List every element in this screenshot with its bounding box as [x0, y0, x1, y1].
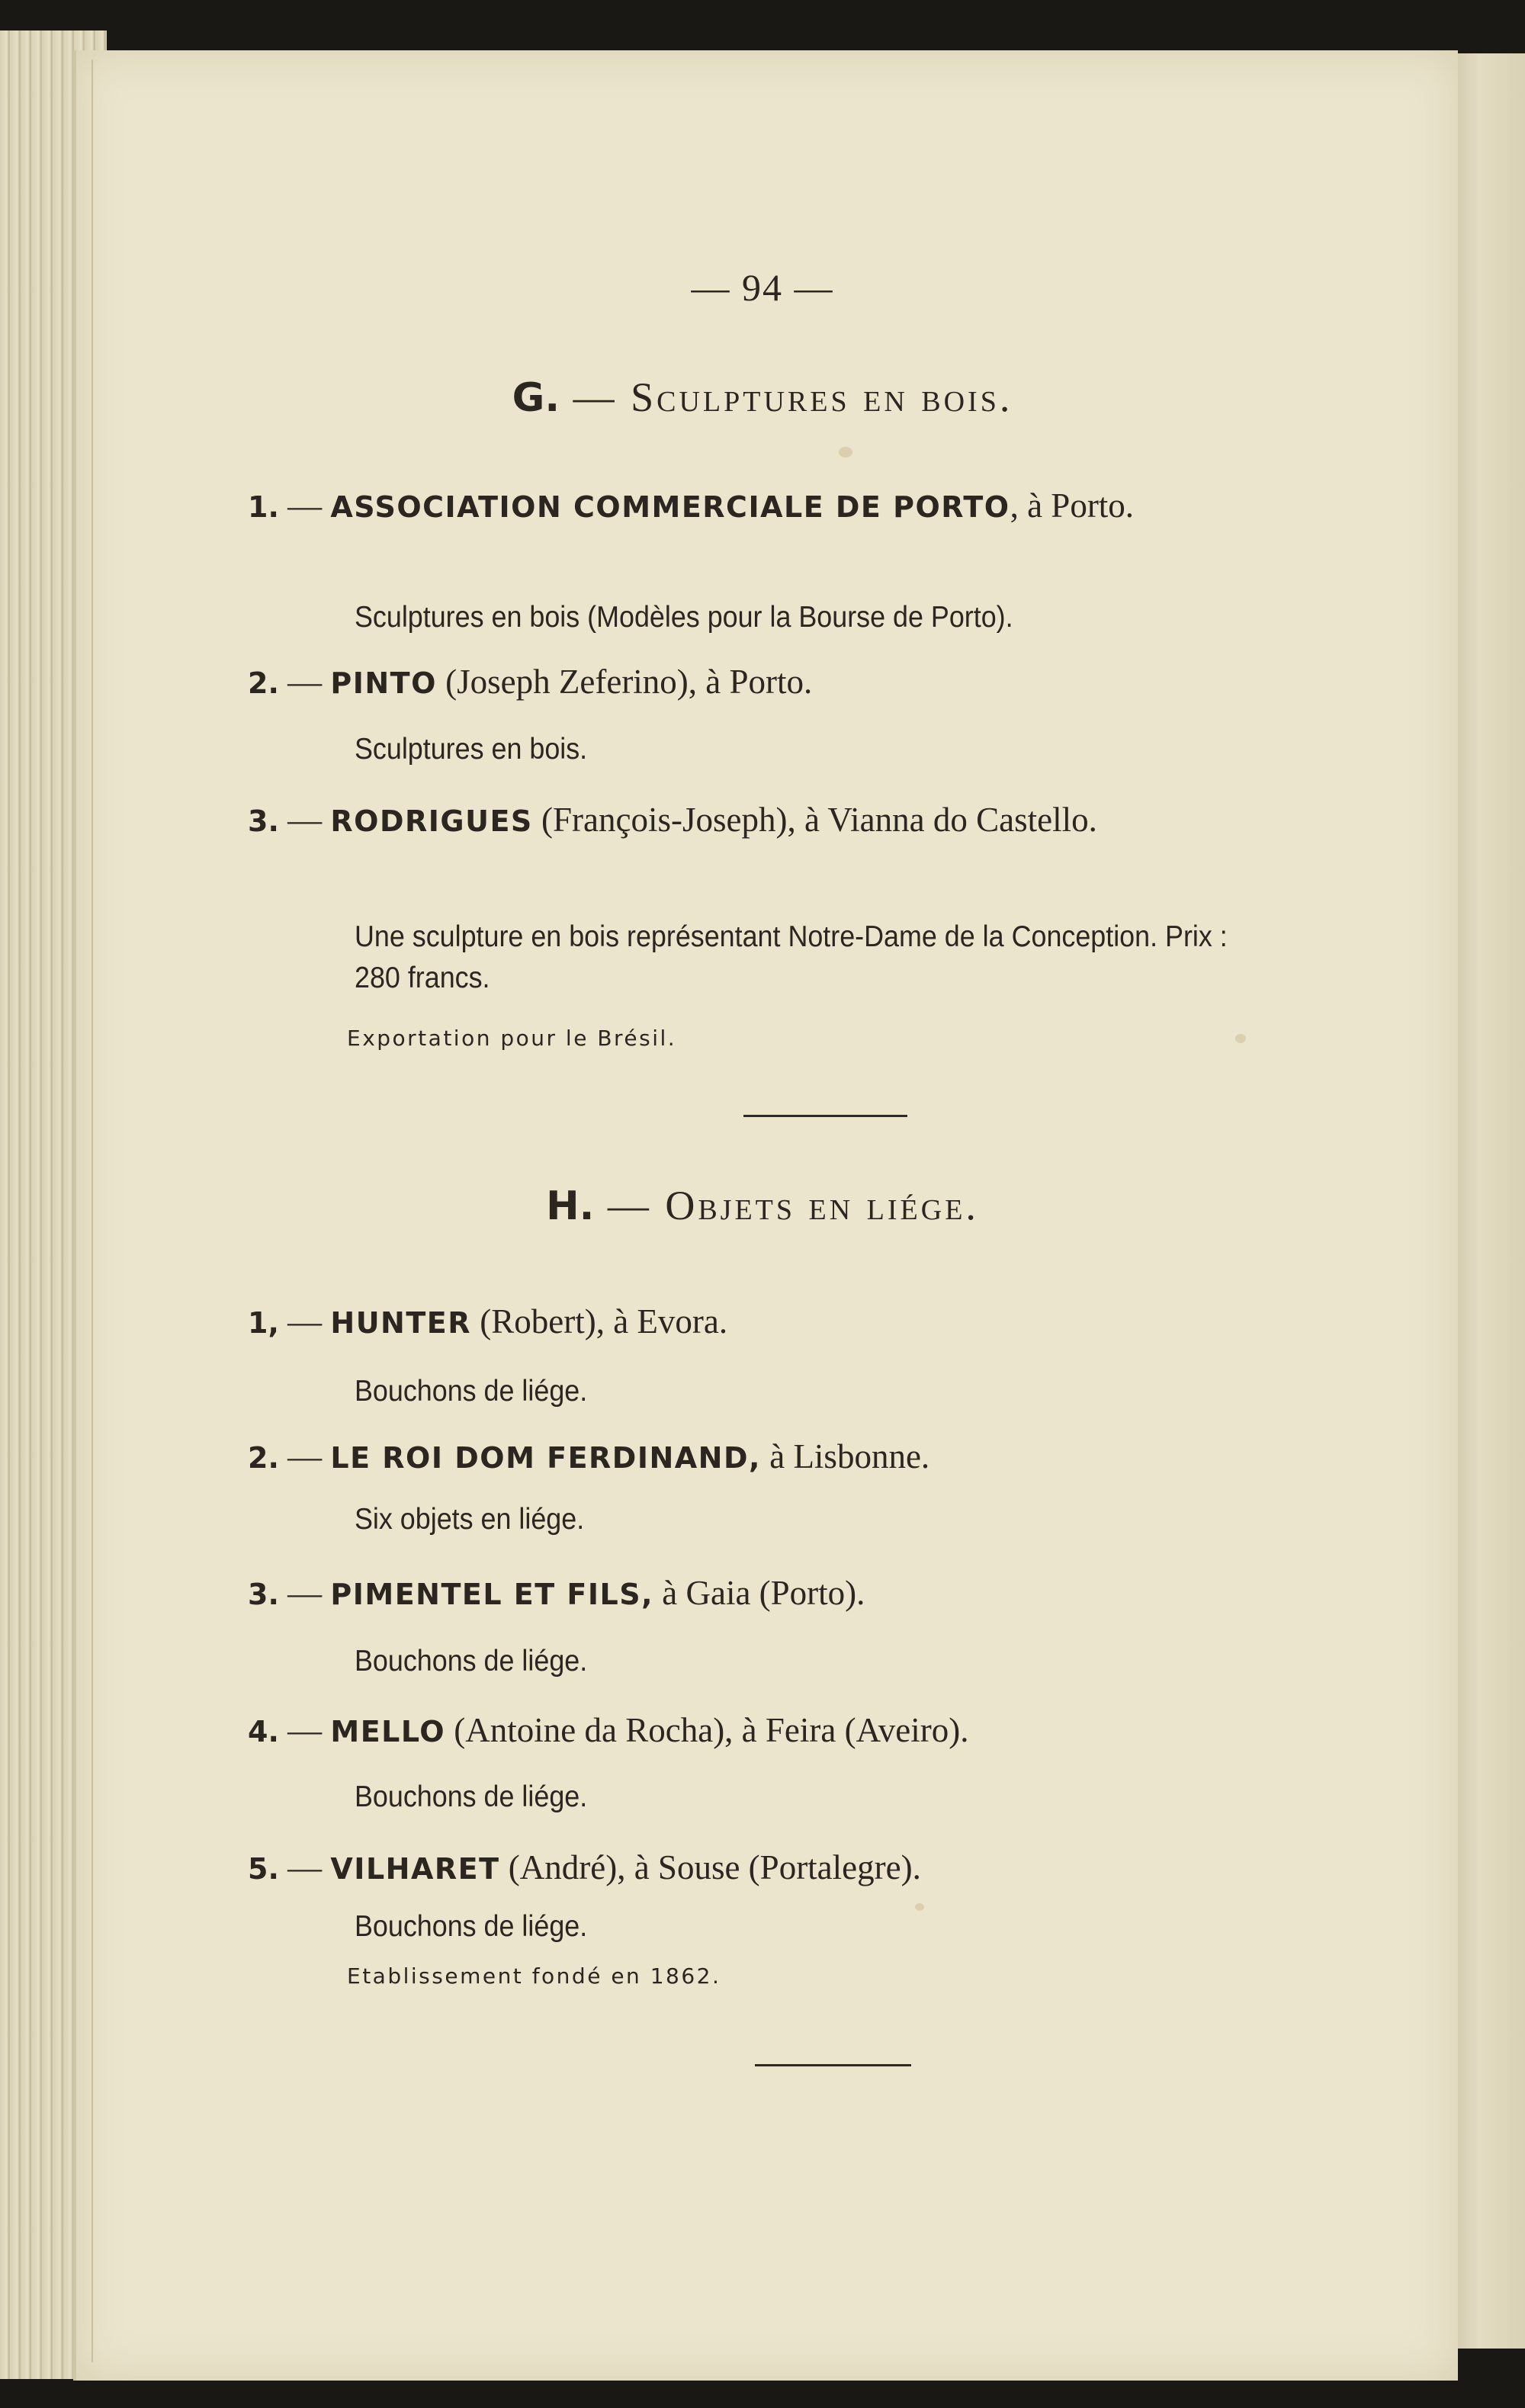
entry-g-1 [248, 482, 1487, 531]
entry-description: Bouchons de liége. [355, 1645, 588, 1678]
exhibitor-name: VILHARET [330, 1852, 500, 1886]
entry-dash: — [287, 1848, 323, 1886]
entry-dash: — [287, 801, 323, 839]
entry-h-1 [248, 1298, 1487, 1347]
section-heading: — Sculptures en bois. [573, 374, 1013, 420]
exhibitor-name: MELLO [330, 1715, 446, 1748]
entry-description: Bouchons de liége. [355, 1910, 588, 1943]
entry-description: Sculptures en bois (Modèles pour la Bourse de Porto). [355, 601, 1013, 634]
entry-g-3 [248, 796, 1487, 845]
foxing-spot [839, 447, 852, 458]
entry-h-3 [248, 1569, 1487, 1618]
entry-description: Sculptures en bois. [355, 733, 588, 766]
entry-description: Bouchons de liége. [355, 1780, 588, 1813]
entry-dash: — [287, 1437, 323, 1475]
entry-note: Etablissement fondé en 1862. [347, 1963, 721, 1989]
entry-h-5 [248, 1844, 1487, 1893]
entry-dash: — [287, 486, 323, 525]
exhibitor-location: (Antoine da Rocha), à Feira (Aveiro). [445, 1711, 969, 1749]
exhibitor-name: LE ROI DOM FERDINAND, [330, 1441, 761, 1475]
entry-description: Six objets en liége. [355, 1503, 585, 1536]
page-end-divider [755, 2064, 911, 2066]
exhibitor-name: ASSOCIATION COMMERCIALE DE PORTO [330, 490, 1010, 524]
section-divider [743, 1115, 907, 1117]
section-heading: — Objets en liége. [607, 1183, 979, 1228]
section-letter: H. [546, 1183, 595, 1229]
entry-number: 4. [248, 1715, 279, 1748]
entry-number: 1. [248, 490, 279, 524]
section-letter: G. [512, 375, 560, 421]
entry-dash: — [287, 663, 323, 701]
entry-number: 5. [248, 1852, 279, 1886]
exhibitor-name: PIMENTEL ET FILS, [330, 1578, 653, 1611]
entry-number: 2. [248, 1441, 279, 1475]
exhibitor-location: (François-Joseph), à Vianna do Castello. [532, 801, 1097, 839]
exhibitor-location: , à Porto. [1010, 486, 1135, 525]
exhibitor-location: (Joseph Zeferino), à Porto. [436, 663, 813, 701]
entry-description: Une sculpture en bois représentant Notre-Dame de la Conception. Prix : 280 francs. [355, 920, 1228, 994]
entry-number: 3. [248, 804, 279, 838]
entry-dash: — [287, 1711, 323, 1749]
exhibitor-location: à Lisbonne. [760, 1437, 930, 1475]
section-title-g [0, 374, 1525, 421]
entry-dash: — [287, 1574, 323, 1612]
exhibitor-name: HUNTER [330, 1306, 471, 1340]
entry-dash: — [287, 1302, 323, 1340]
exhibitor-name: PINTO [330, 666, 437, 700]
exhibitor-location: à Gaia (Porto). [653, 1574, 865, 1612]
entry-note: Exportation pour le Brésil. [347, 1026, 677, 1051]
exhibitor-name: RODRIGUES [330, 804, 533, 838]
entry-description: Bouchons de liége. [355, 1375, 588, 1408]
entry-h-4 [248, 1706, 1487, 1755]
exhibitor-location: (André), à Souse (Portalegre). [499, 1848, 921, 1886]
entry-g-2 [248, 658, 1487, 707]
entry-h-2 [248, 1433, 1487, 1482]
section-title-h [0, 1182, 1525, 1229]
entry-number: 1, [248, 1306, 279, 1340]
entry-number: 2. [248, 666, 279, 700]
entry-number: 3. [248, 1578, 279, 1611]
exhibitor-location: (Robert), à Evora. [471, 1302, 728, 1340]
page-number: — 94 — [691, 266, 834, 309]
foxing-spot [1235, 1034, 1246, 1043]
